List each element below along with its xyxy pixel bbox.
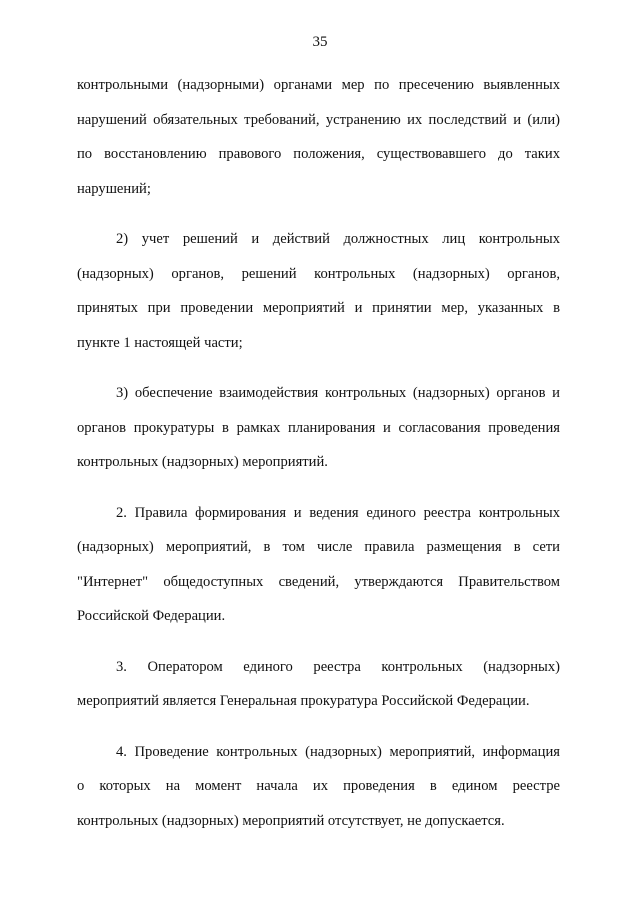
- text-line: контрольными (надзорными) органами мер по пресечению выявленных: [77, 77, 560, 93]
- text-line: 4. Проведение контрольных (надзорных) мероприятий, информация: [116, 743, 560, 760]
- text-line: Российской Федерации.: [77, 608, 226, 624]
- text-line: 3. Оператором единого реестра контрольных (надзорных): [116, 658, 560, 675]
- paragraph-3: [77, 376, 560, 480]
- text-line: 3) обеспечение взаимодействия контрольных (надзорных) органов и: [116, 385, 560, 401]
- text-line: (надзорных) органов, решений контрольных (надзорных) органов,: [77, 265, 560, 282]
- page-number: 35: [312, 34, 328, 50]
- text-line: нарушений;: [77, 180, 151, 197]
- text-line: о которых на момент начала их проведения в едином реестре: [77, 778, 560, 794]
- text-line: органов прокуратуры в рамках планирования и согласования проведения: [77, 419, 560, 436]
- document-body: [77, 68, 560, 838]
- text-line: пункте 1 настоящей части;: [77, 334, 243, 351]
- text-line: 2. Правила формирования и ведения единого реестра контрольных: [116, 504, 560, 521]
- text-line: "Интернет" общедоступных сведений, утверждаются Правительством: [77, 573, 560, 590]
- text-line: (надзорных) мероприятий, в том числе правила размещения в сети: [77, 539, 560, 555]
- text-line: контрольных (надзорных) мероприятий отсутствует, не допускается.: [77, 812, 505, 829]
- paragraph-5: [77, 650, 560, 719]
- text-line: по восстановлению правового положения, существовавшего до таких: [77, 146, 560, 162]
- paragraph-1: [77, 68, 560, 206]
- text-line: мероприятий является Генеральная прокуратура Российской Федерации.: [77, 693, 530, 709]
- text-line: 2) учет решений и действий должностных лиц контрольных: [116, 231, 560, 247]
- text-line: контрольных (надзорных) мероприятий.: [77, 454, 328, 470]
- paragraph-4: [77, 496, 560, 634]
- paragraph-2: [77, 222, 560, 360]
- text-line: нарушений обязательных требований, устранению их последствий и (или): [77, 111, 560, 128]
- paragraph-6: [77, 735, 560, 839]
- text-line: принятых при проведении мероприятий и принятии мер, указанных в: [77, 300, 560, 316]
